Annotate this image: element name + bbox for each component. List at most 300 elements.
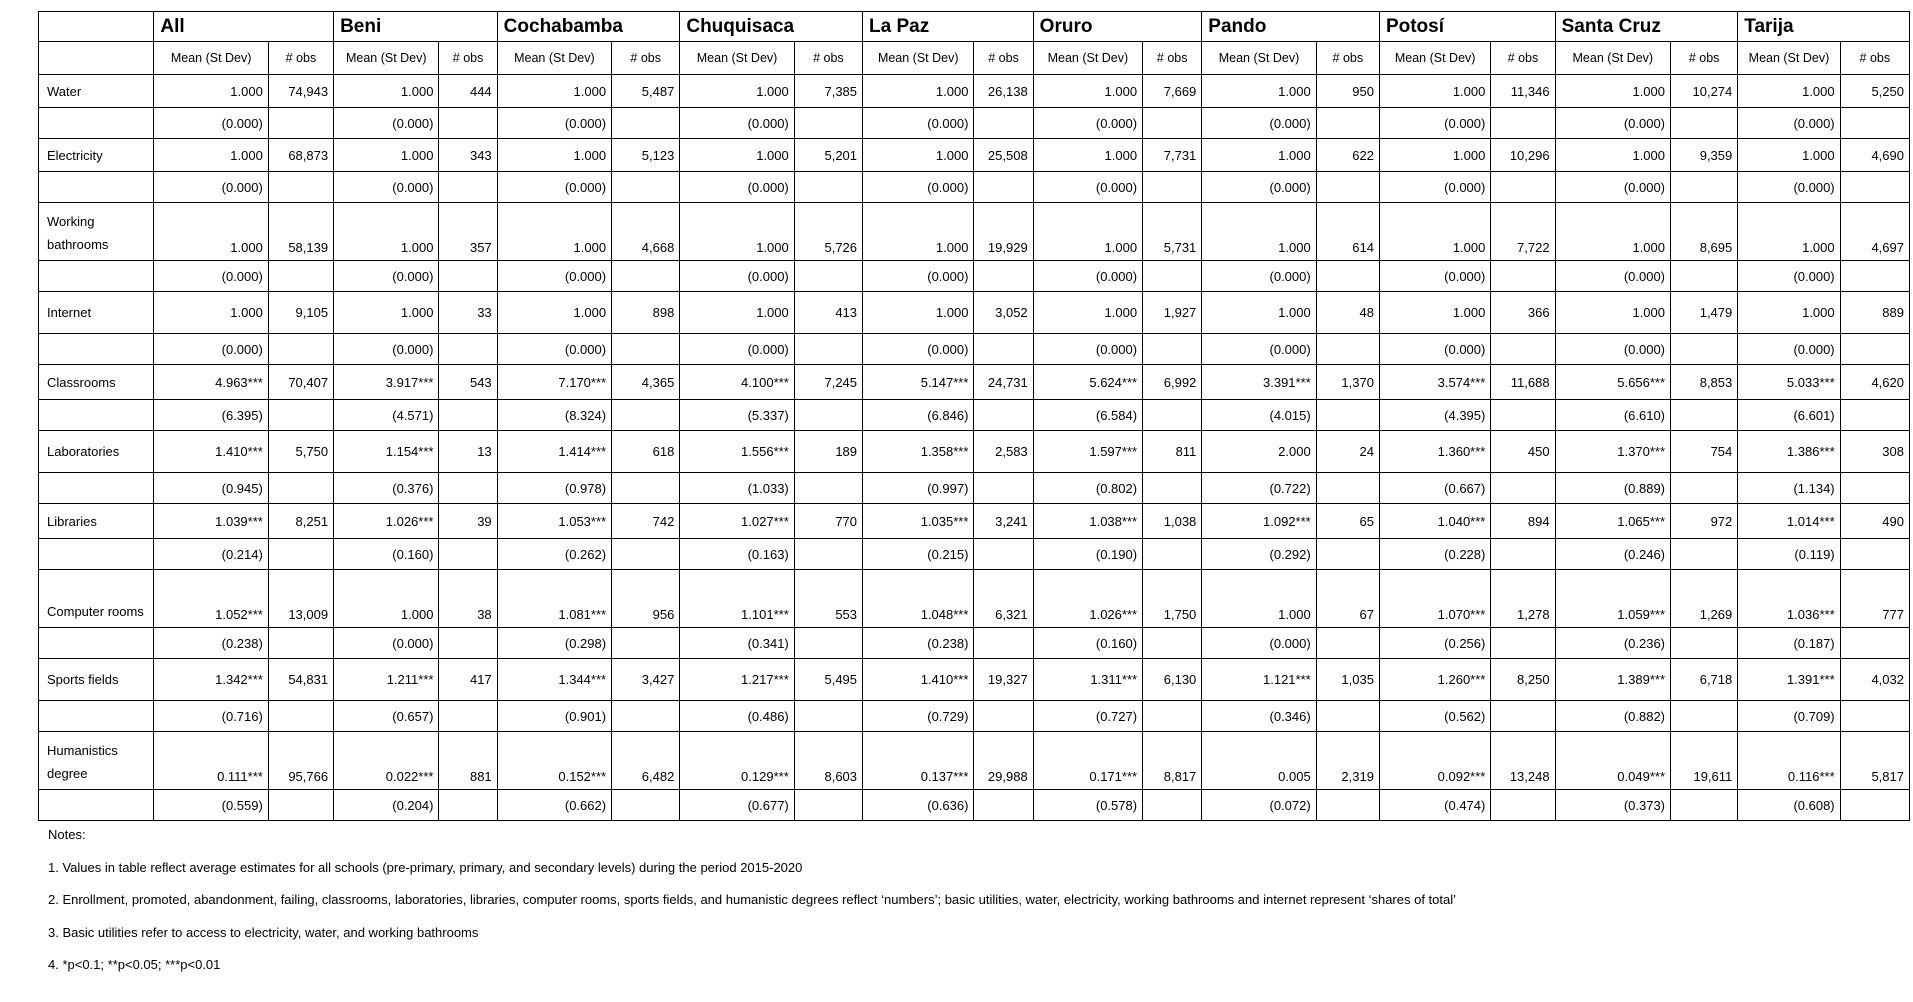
table-row-sd (39, 108, 1910, 139)
sd-cell: (0.000) (1738, 261, 1840, 292)
region-header-row (39, 12, 1910, 42)
row-label: Internet (39, 292, 154, 334)
table-row (39, 365, 1910, 400)
mean-cell: 1.059*** (1555, 570, 1670, 628)
sd-cell: (0.722) (1202, 473, 1316, 504)
empty-cell (1316, 701, 1379, 732)
mean-cell: 1.000 (680, 75, 794, 108)
mean-cell: 1.000 (1379, 292, 1490, 334)
mean-cell: 1.391*** (1738, 659, 1840, 701)
row-label: Classrooms (39, 365, 154, 400)
sd-cell: (0.292) (1202, 539, 1316, 570)
mean-cell: 1.026*** (334, 504, 439, 539)
mean-cell: 7.170*** (497, 365, 611, 400)
mean-cell: 0.049*** (1555, 732, 1670, 790)
table-row-sd (39, 473, 1910, 504)
empty-cell (1671, 261, 1738, 292)
obs-cell: 1,927 (1143, 292, 1202, 334)
empty-cell (1491, 628, 1555, 659)
sd-cell: (6.846) (863, 400, 974, 431)
sd-cell: (0.376) (334, 473, 439, 504)
empty-cell (1840, 108, 1909, 139)
empty-cell (1316, 172, 1379, 203)
row-label: Electricity (39, 139, 154, 172)
sd-cell: (0.636) (863, 790, 974, 821)
empty-cell (268, 628, 333, 659)
row-label: Working bathrooms (39, 203, 154, 261)
empty-cell (612, 539, 680, 570)
empty-cell (1491, 539, 1555, 570)
mean-cell: 1.070*** (1379, 570, 1490, 628)
empty-cell (1671, 400, 1738, 431)
sd-cell: (0.256) (1379, 628, 1490, 659)
sd-cell: (0.559) (154, 790, 268, 821)
obs-subheader: # obs (268, 42, 333, 75)
empty-cell (439, 400, 497, 431)
empty-cell (1491, 261, 1555, 292)
summary-statistics-table (38, 11, 1910, 821)
mean-cell: 3.391*** (1202, 365, 1316, 400)
mean-cell: 1.360*** (1379, 431, 1490, 473)
mean-cell: 1.040*** (1379, 504, 1490, 539)
obs-cell: 4,620 (1840, 365, 1909, 400)
sd-cell: (0.608) (1738, 790, 1840, 821)
obs-cell: 5,250 (1840, 75, 1909, 108)
obs-cell: 9,105 (268, 292, 333, 334)
empty-cell (1671, 334, 1738, 365)
region-header: All (154, 12, 334, 42)
obs-cell: 770 (794, 504, 862, 539)
empty-cell (1671, 701, 1738, 732)
obs-cell: 5,123 (612, 139, 680, 172)
region-header: Chuquisaca (680, 12, 863, 42)
sd-cell: (0.000) (1033, 334, 1142, 365)
empty-cell (794, 539, 862, 570)
empty-cell (1316, 261, 1379, 292)
obs-cell: 5,487 (612, 75, 680, 108)
empty-cell (1316, 400, 1379, 431)
obs-cell: 4,668 (612, 203, 680, 261)
mean-cell: 1.211*** (334, 659, 439, 701)
mean-cell: 1.000 (334, 292, 439, 334)
obs-cell: 7,722 (1491, 203, 1555, 261)
sd-cell: (0.000) (1202, 172, 1316, 203)
mean-cell: 1.311*** (1033, 659, 1142, 701)
empty-cell (1143, 400, 1202, 431)
obs-cell: 25,508 (974, 139, 1033, 172)
mean-cell: 1.000 (497, 75, 611, 108)
empty-cell (612, 628, 680, 659)
mean-subheader: Mean (St Dev) (497, 42, 611, 75)
mean-cell: 1.000 (154, 203, 268, 261)
sd-cell: (0.000) (154, 108, 268, 139)
empty-cell (1491, 701, 1555, 732)
sd-cell: (4.015) (1202, 400, 1316, 431)
mean-cell: 1.000 (1738, 75, 1840, 108)
mean-cell: 0.171*** (1033, 732, 1142, 790)
mean-cell: 2.000 (1202, 431, 1316, 473)
obs-cell: 26,138 (974, 75, 1033, 108)
table-row-sd (39, 261, 1910, 292)
sd-cell: (0.000) (334, 108, 439, 139)
obs-cell: 881 (439, 732, 497, 790)
mean-cell: 0.152*** (497, 732, 611, 790)
mean-cell: 0.111*** (154, 732, 268, 790)
empty-cell (439, 172, 497, 203)
mean-cell: 0.129*** (680, 732, 794, 790)
obs-cell: 9,359 (1671, 139, 1738, 172)
mean-cell: 1.000 (1202, 75, 1316, 108)
empty-cell (268, 108, 333, 139)
mean-cell: 1.052*** (154, 570, 268, 628)
empty-cell (439, 334, 497, 365)
empty-cell (794, 334, 862, 365)
obs-cell: 189 (794, 431, 862, 473)
sd-cell: (0.716) (154, 701, 268, 732)
mean-cell: 1.370*** (1555, 431, 1670, 473)
sd-cell: (0.214) (154, 539, 268, 570)
mean-cell: 0.022*** (334, 732, 439, 790)
empty-cell (794, 172, 862, 203)
mean-cell: 1.000 (154, 75, 268, 108)
obs-cell: 894 (1491, 504, 1555, 539)
sd-cell: (6.610) (1555, 400, 1670, 431)
obs-cell: 811 (1143, 431, 1202, 473)
row-label-blank (39, 628, 154, 659)
mean-cell: 1.000 (680, 139, 794, 172)
row-label: Water (39, 75, 154, 108)
empty-cell (1840, 790, 1909, 821)
obs-cell: 553 (794, 570, 862, 628)
empty-cell (612, 790, 680, 821)
obs-cell: 2,319 (1316, 732, 1379, 790)
mean-cell: 1.389*** (1555, 659, 1670, 701)
obs-cell: 95,766 (268, 732, 333, 790)
sd-cell: (0.667) (1379, 473, 1490, 504)
sd-cell: (0.341) (680, 628, 794, 659)
sd-cell: (0.000) (1202, 261, 1316, 292)
empty-cell (1143, 701, 1202, 732)
empty-cell (268, 334, 333, 365)
sd-cell: (0.204) (334, 790, 439, 821)
note-3: 3. Basic utilities refer to access to electricity, water, and working bathrooms (48, 924, 479, 940)
mean-subheader: Mean (St Dev) (154, 42, 268, 75)
obs-cell: 54,831 (268, 659, 333, 701)
mean-cell: 1.000 (1738, 203, 1840, 261)
obs-cell: 38 (439, 570, 497, 628)
sd-cell: (0.000) (154, 334, 268, 365)
empty-cell (1840, 261, 1909, 292)
mean-cell: 1.000 (497, 292, 611, 334)
empty-cell (1840, 701, 1909, 732)
obs-cell: 7,731 (1143, 139, 1202, 172)
mean-cell: 1.014*** (1738, 504, 1840, 539)
mean-cell: 1.000 (1202, 139, 1316, 172)
mean-cell: 1.000 (1555, 75, 1670, 108)
sd-cell: (0.228) (1379, 539, 1490, 570)
sd-cell: (0.578) (1033, 790, 1142, 821)
obs-cell: 357 (439, 203, 497, 261)
empty-cell (1491, 790, 1555, 821)
mean-cell: 1.036*** (1738, 570, 1840, 628)
mean-cell: 1.000 (1202, 570, 1316, 628)
mean-cell: 1.358*** (863, 431, 974, 473)
row-label-blank (39, 261, 154, 292)
sd-cell: (0.727) (1033, 701, 1142, 732)
mean-cell: 1.000 (1738, 292, 1840, 334)
empty-cell (1491, 172, 1555, 203)
table-row (39, 139, 1910, 172)
sd-cell: (0.000) (497, 334, 611, 365)
obs-cell: 4,697 (1840, 203, 1909, 261)
obs-cell: 6,992 (1143, 365, 1202, 400)
obs-cell: 742 (612, 504, 680, 539)
obs-cell: 11,346 (1491, 75, 1555, 108)
empty-cell (794, 108, 862, 139)
sd-cell: (0.000) (1202, 108, 1316, 139)
empty-cell (1491, 473, 1555, 504)
sd-cell: (0.000) (863, 334, 974, 365)
mean-cell: 1.000 (1555, 139, 1670, 172)
table-row-sd (39, 400, 1910, 431)
row-label: Libraries (39, 504, 154, 539)
row-label-blank (39, 473, 154, 504)
mean-cell: 1.154*** (334, 431, 439, 473)
table-row (39, 504, 1910, 539)
empty-cell (612, 334, 680, 365)
region-header: Potosí (1379, 12, 1555, 42)
mean-cell: 1.000 (154, 292, 268, 334)
obs-subheader: # obs (439, 42, 497, 75)
mean-cell: 1.038*** (1033, 504, 1142, 539)
sd-cell: (0.945) (154, 473, 268, 504)
table-row (39, 292, 1910, 334)
row-label-blank (39, 400, 154, 431)
region-header: Santa Cruz (1555, 12, 1738, 42)
mean-cell: 1.260*** (1379, 659, 1490, 701)
table-row-sd (39, 628, 1910, 659)
empty-cell (1316, 790, 1379, 821)
empty-cell (439, 539, 497, 570)
obs-cell: 1,269 (1671, 570, 1738, 628)
sd-cell: (0.000) (1379, 108, 1490, 139)
mean-cell: 1.000 (334, 75, 439, 108)
sd-cell: (0.163) (680, 539, 794, 570)
mean-cell: 1.000 (1033, 292, 1142, 334)
empty-cell (1840, 172, 1909, 203)
empty-cell (1316, 334, 1379, 365)
obs-cell: 67 (1316, 570, 1379, 628)
obs-cell: 65 (1316, 504, 1379, 539)
sd-cell: (6.601) (1738, 400, 1840, 431)
obs-cell: 490 (1840, 504, 1909, 539)
region-header: Oruro (1033, 12, 1202, 42)
obs-cell: 5,495 (794, 659, 862, 701)
sd-cell: (0.187) (1738, 628, 1840, 659)
obs-cell: 5,750 (268, 431, 333, 473)
empty-cell (439, 108, 497, 139)
obs-cell: 5,726 (794, 203, 862, 261)
obs-cell: 4,690 (1840, 139, 1909, 172)
table-notes (48, 827, 1456, 990)
empty-cell (794, 790, 862, 821)
mean-cell: 1.000 (1033, 203, 1142, 261)
obs-cell: 7,669 (1143, 75, 1202, 108)
obs-cell: 413 (794, 292, 862, 334)
mean-cell: 1.000 (334, 570, 439, 628)
mean-cell: 1.092*** (1202, 504, 1316, 539)
obs-cell: 1,278 (1491, 570, 1555, 628)
obs-cell: 8,853 (1671, 365, 1738, 400)
empty-cell (268, 701, 333, 732)
mean-cell: 1.410*** (154, 431, 268, 473)
obs-cell: 13,009 (268, 570, 333, 628)
empty-cell (974, 539, 1033, 570)
obs-cell: 3,427 (612, 659, 680, 701)
note-2: 2. Enrollment, promoted, abandonment, failing, classrooms, laboratories, libraries, computer rooms, sports fields, and humanistic degrees reflect ‘numbers’; basic utilities, water, electricity, working bathrooms and internet represent ‘shares of total’ (48, 892, 1457, 907)
mean-cell: 1.000 (497, 139, 611, 172)
sd-cell: (0.000) (863, 172, 974, 203)
row-label: Computer rooms (39, 570, 154, 628)
sd-cell: (0.000) (154, 261, 268, 292)
mean-cell: 5.147*** (863, 365, 974, 400)
note-4: 4. *p<0.1; **p<0.05; ***p<0.01 (48, 957, 221, 972)
empty-cell (439, 261, 497, 292)
sd-cell: (0.000) (1379, 334, 1490, 365)
sd-cell: (0.000) (1033, 261, 1142, 292)
sd-cell: (0.000) (680, 172, 794, 203)
empty-cell (974, 334, 1033, 365)
mean-cell: 1.121*** (1202, 659, 1316, 701)
sd-cell: (0.000) (1555, 261, 1670, 292)
table-row-sd (39, 701, 1910, 732)
empty-cell (268, 790, 333, 821)
obs-cell: 308 (1840, 431, 1909, 473)
sd-cell: (0.000) (1202, 334, 1316, 365)
obs-cell: 8,603 (794, 732, 862, 790)
sd-cell: (0.677) (680, 790, 794, 821)
empty-cell (1840, 628, 1909, 659)
mean-cell: 1.000 (1555, 292, 1670, 334)
mean-cell: 1.000 (1738, 139, 1840, 172)
sd-cell: (0.000) (680, 334, 794, 365)
obs-cell: 6,482 (612, 732, 680, 790)
obs-subheader: # obs (974, 42, 1033, 75)
sd-cell: (0.901) (497, 701, 611, 732)
mean-subheader: Mean (St Dev) (334, 42, 439, 75)
row-label: Laboratories (39, 431, 154, 473)
empty-cell (1491, 400, 1555, 431)
obs-subheader: # obs (612, 42, 680, 75)
obs-cell: 889 (1840, 292, 1909, 334)
empty-cell (612, 261, 680, 292)
row-label-blank (39, 701, 154, 732)
empty-cell (268, 473, 333, 504)
obs-cell: 1,035 (1316, 659, 1379, 701)
sd-cell: (0.262) (497, 539, 611, 570)
sd-cell: (0.000) (680, 261, 794, 292)
sd-cell: (0.000) (1033, 108, 1142, 139)
mean-subheader: Mean (St Dev) (1555, 42, 1670, 75)
obs-cell: 898 (612, 292, 680, 334)
mean-cell: 0.005 (1202, 732, 1316, 790)
sd-cell: (0.190) (1033, 539, 1142, 570)
obs-cell: 48 (1316, 292, 1379, 334)
mean-cell: 1.000 (334, 203, 439, 261)
obs-cell: 1,479 (1671, 292, 1738, 334)
obs-cell: 5,201 (794, 139, 862, 172)
sd-cell: (0.236) (1555, 628, 1670, 659)
sd-cell: (0.298) (497, 628, 611, 659)
obs-cell: 13 (439, 431, 497, 473)
row-label-blank (39, 539, 154, 570)
obs-cell: 972 (1671, 504, 1738, 539)
obs-cell: 4,032 (1840, 659, 1909, 701)
empty-cell (1316, 628, 1379, 659)
mean-subheader: Mean (St Dev) (1202, 42, 1316, 75)
empty-cell (1671, 108, 1738, 139)
mean-cell: 5.033*** (1738, 365, 1840, 400)
empty-cell (612, 400, 680, 431)
empty-cell (974, 628, 1033, 659)
sd-cell: (0.000) (497, 261, 611, 292)
obs-subheader: # obs (1840, 42, 1909, 75)
obs-cell: 5,817 (1840, 732, 1909, 790)
obs-cell: 39 (439, 504, 497, 539)
sd-cell: (6.584) (1033, 400, 1142, 431)
sd-cell: (0.000) (863, 108, 974, 139)
obs-cell: 614 (1316, 203, 1379, 261)
empty-cell (1671, 172, 1738, 203)
sd-cell: (0.802) (1033, 473, 1142, 504)
sd-cell: (0.373) (1555, 790, 1670, 821)
obs-cell: 8,695 (1671, 203, 1738, 261)
obs-cell: 417 (439, 659, 497, 701)
mean-cell: 1.000 (1202, 292, 1316, 334)
notes-heading: Notes: (48, 827, 86, 842)
sd-cell: (8.324) (497, 400, 611, 431)
region-header: Cochabamba (497, 12, 680, 42)
row-label-blank (39, 108, 154, 139)
obs-cell: 2,583 (974, 431, 1033, 473)
sd-cell: (5.337) (680, 400, 794, 431)
sd-cell: (0.000) (680, 108, 794, 139)
sd-cell: (0.000) (154, 172, 268, 203)
mean-cell: 1.000 (154, 139, 268, 172)
obs-cell: 19,611 (1671, 732, 1738, 790)
sd-cell: (0.160) (334, 539, 439, 570)
empty-cell (1143, 261, 1202, 292)
mean-cell: 1.026*** (1033, 570, 1142, 628)
mean-cell: 0.137*** (863, 732, 974, 790)
mean-cell: 1.217*** (680, 659, 794, 701)
empty-cell (1143, 628, 1202, 659)
sd-cell: (0.072) (1202, 790, 1316, 821)
obs-subheader: # obs (1671, 42, 1738, 75)
table-row-sd (39, 790, 1910, 821)
row-label-blank (39, 172, 154, 203)
mean-cell: 1.000 (863, 139, 974, 172)
mean-cell: 1.000 (863, 292, 974, 334)
empty-cell (794, 628, 862, 659)
empty-cell (794, 473, 862, 504)
obs-subheader: # obs (1316, 42, 1379, 75)
sd-cell: (0.889) (1555, 473, 1670, 504)
obs-cell: 24 (1316, 431, 1379, 473)
obs-cell: 622 (1316, 139, 1379, 172)
empty-cell (612, 701, 680, 732)
sd-cell: (0.238) (154, 628, 268, 659)
